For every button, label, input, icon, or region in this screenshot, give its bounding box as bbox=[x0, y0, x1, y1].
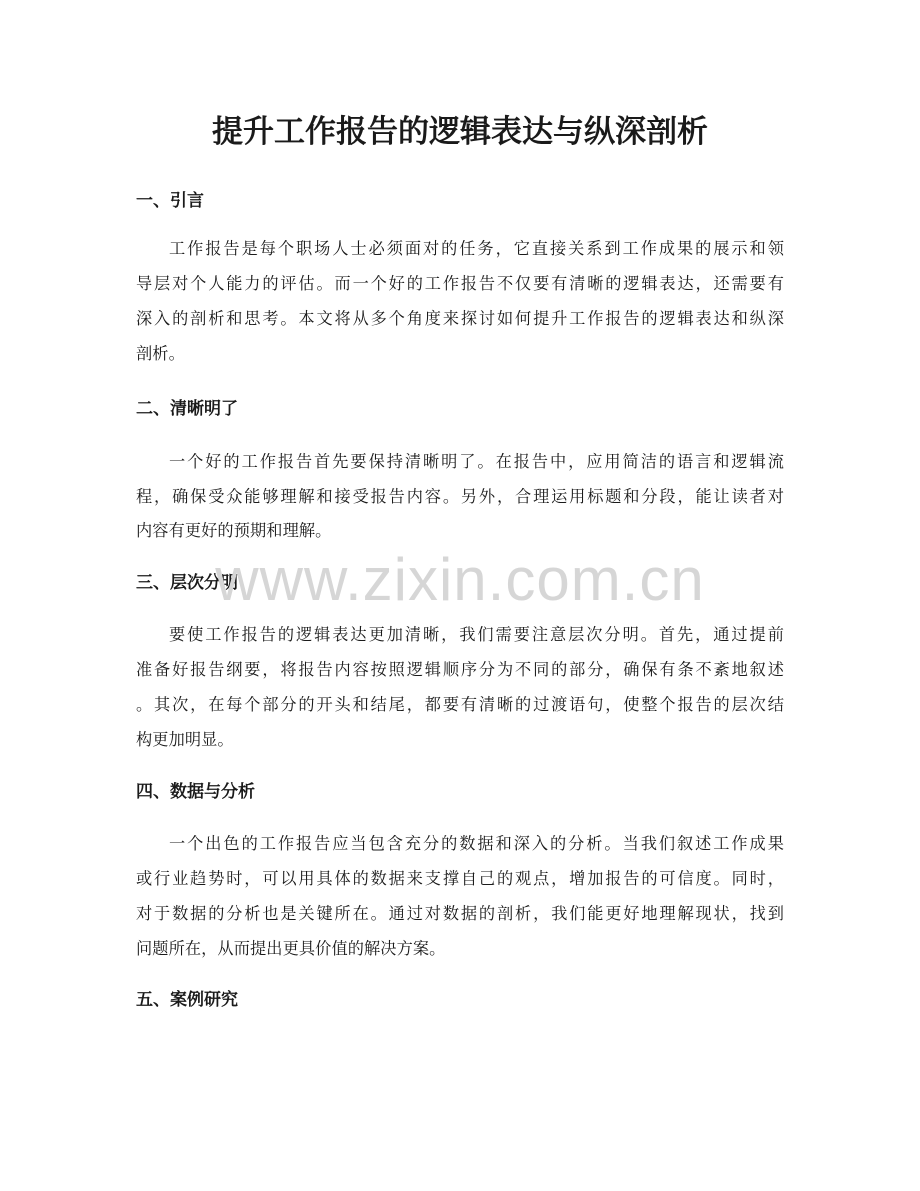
paragraph-line: 一个出色的工作报告应当包含充分的数据和深入的分析。当我们叙述工作成果 bbox=[169, 834, 784, 853]
section-heading: 二、清晰明了 bbox=[136, 399, 238, 419]
paragraph-line: 或行业趋势时，可以用具体的数据来支撑自己的观点，增加报告的可信度。同时， bbox=[136, 869, 784, 888]
paragraph-line: 问题所在，从而提出更具价值的解决方案。 bbox=[136, 939, 446, 958]
paragraph-line: 工作报告是每个职场人士必须面对的任务，它直接关系到工作成果的展示和领 bbox=[169, 239, 784, 258]
paragraph-line: 。其次，在每个部分的开头和结尾，都要有清晰的过渡语句，使整个报告的层次结 bbox=[136, 695, 784, 714]
paragraph-line: 剖析。 bbox=[136, 344, 185, 363]
paragraph-line: 内容有更好的预期和理解。 bbox=[136, 521, 332, 540]
section-heading: 一、引言 bbox=[136, 191, 204, 211]
paragraph-line: 程，确保受众能够理解和接受报告内容。另外，合理运用标题和分段，能让读者对 bbox=[136, 487, 784, 506]
paragraph-line: 一个好的工作报告首先要保持清晰明了。在报告中，应用简洁的语言和逻辑流 bbox=[169, 452, 784, 471]
paragraph-line: 构更加明显。 bbox=[136, 730, 234, 749]
section-heading: 三、层次分明 bbox=[136, 573, 238, 593]
paragraph-line: 深入的剖析和思考。本文将从多个角度来探讨如何提升工作报告的逻辑表达和纵深 bbox=[136, 309, 784, 328]
paragraph-line: 要使工作报告的逻辑表达更加清晰，我们需要注意层次分明。首先，通过提前 bbox=[169, 625, 784, 644]
paragraph-line: 对于数据的分析也是关键所在。通过对数据的剖析，我们能更好地理解现状，找到 bbox=[136, 904, 784, 923]
paragraph-line: 导层对个人能力的评估。而一个好的工作报告不仅要有清晰的逻辑表达，还需要有 bbox=[136, 274, 784, 293]
document-title: 提升工作报告的逻辑表达与纵深剖析 bbox=[212, 114, 708, 150]
section-heading: 四、数据与分析 bbox=[136, 782, 255, 802]
section-heading: 五、案例研究 bbox=[136, 990, 238, 1010]
watermark: www.zixin.com.cn bbox=[215, 546, 705, 613]
paragraph-line: 准备好报告纲要，将报告内容按照逻辑顺序分为不同的部分，确保有条不紊地叙述 bbox=[136, 660, 784, 679]
